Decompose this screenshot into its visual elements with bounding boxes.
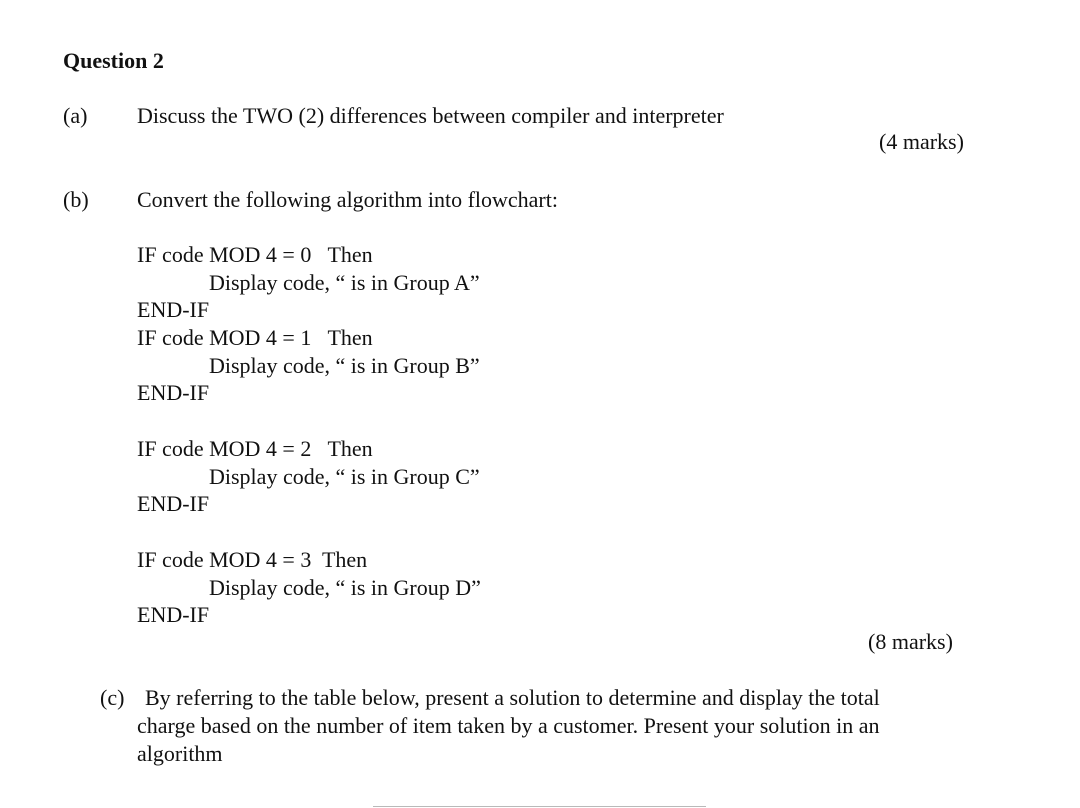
part-b-marks: (8 marks) <box>868 629 953 654</box>
part-c-line: algorithm <box>137 741 223 766</box>
part-a-label: (a) <box>63 103 88 128</box>
algorithm-if-line: IF code MOD 4 = 1 Then <box>137 325 373 350</box>
algorithm-endif-line: END-IF <box>137 297 210 322</box>
algorithm-if-line: IF code MOD 4 = 3 Then <box>137 547 368 572</box>
part-b-text: Convert the following algorithm into flowchart: <box>137 187 558 212</box>
question-title: Question 2 <box>63 48 164 73</box>
part-c-label: (c) <box>100 685 125 710</box>
algorithm-if-line: IF code MOD 4 = 2 Then <box>137 436 373 461</box>
part-a-text: Discuss the TWO (2) differences between compiler and interpreter <box>137 103 724 128</box>
algorithm-display-line: Display code, “ is in Group C” <box>209 464 480 489</box>
algorithm-endif-line: END-IF <box>137 491 210 516</box>
algorithm-display-line: Display code, “ is in Group D” <box>209 575 481 600</box>
part-b-label: (b) <box>63 187 89 212</box>
part-c-line: By referring to the table below, present a solution to determine and display the total <box>145 685 880 710</box>
part-c-line: charge based on the number of item taken by a customer. Present your solution in an <box>137 713 880 738</box>
algorithm-display-line: Display code, “ is in Group B” <box>209 353 480 378</box>
table-top-rule <box>373 806 706 807</box>
algorithm-endif-line: END-IF <box>137 380 210 405</box>
algorithm-if-line: IF code MOD 4 = 0 Then <box>137 242 373 267</box>
algorithm-endif-line: END-IF <box>137 602 210 627</box>
part-a-marks: (4 marks) <box>879 129 964 154</box>
algorithm-display-line: Display code, “ is in Group A” <box>209 270 480 295</box>
